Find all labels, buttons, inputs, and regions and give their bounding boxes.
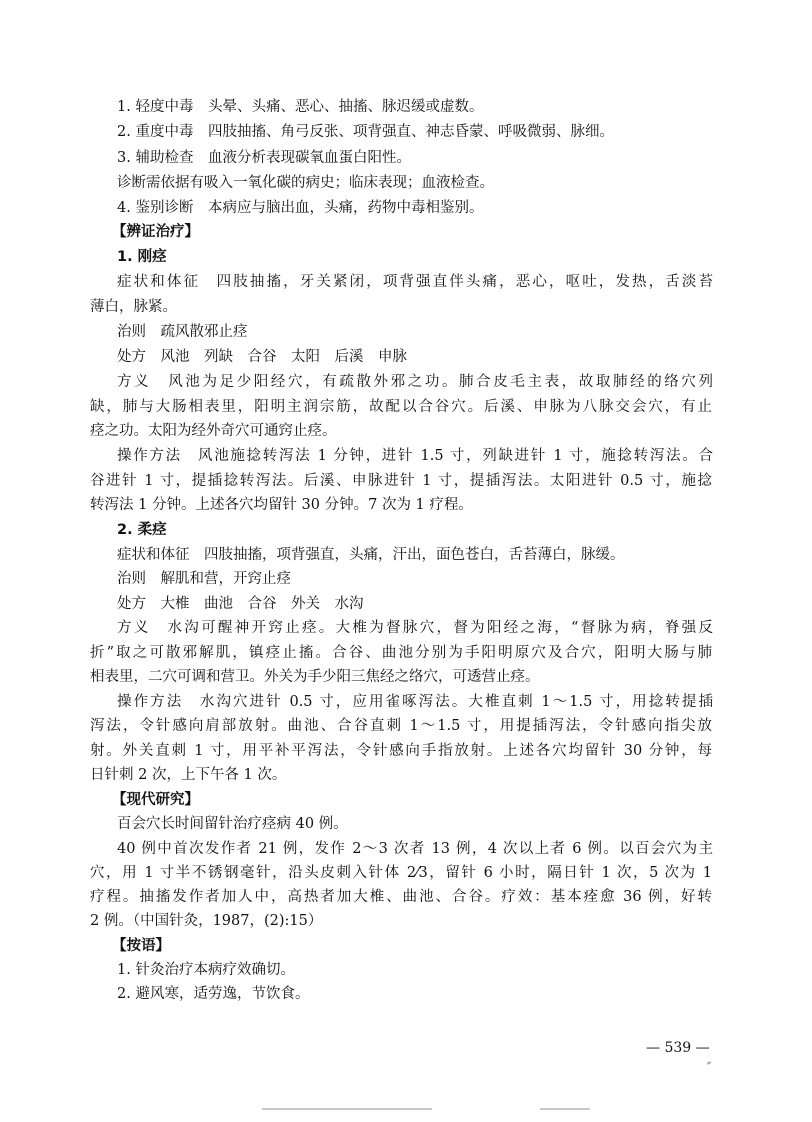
text-line: 处方 风池 列缺 合谷 太阳 后溪 申脉 (117, 349, 407, 365)
text-line: 1. 轻度中毒 头晕、头痛、恶心、抽搐、脉迟缓或虚数。 (117, 99, 484, 115)
text-line: 谷进针 1 寸，提插捻转泻法。后溪、申脉进针 1 寸，提插泻法。太阳进针 0.5 寸，施捻 (90, 473, 712, 489)
text-line: 缺，肺与大肠相表里，阳明主润宗筋，故配以合谷穴。后溪、申脉为八脉交会穴，有止 (90, 399, 712, 415)
page-number: — 539 — (646, 1040, 710, 1056)
text-line: 方义 风池为足少阳经穴，有疏散外邪之功。肺合皮毛主表，故取肺经的络穴列 (117, 374, 713, 390)
text-line: 射。外关直刺 1 寸，用平补平泻法，令针感向手指放射。上述各穴均留针 30 分钟，每 (90, 743, 712, 759)
text-line: 日针刺 2 次，上下午各 1 次。 (90, 767, 287, 783)
text-line: 处方 大椎 曲池 合谷 外关 水沟 (117, 596, 364, 612)
text-line: 2 例。（中国针灸，1987，(2):15） (90, 913, 323, 929)
scan-speck (707, 1061, 711, 1065)
text-line: 2. 避风寒，适劳逸，节饮食。 (117, 986, 310, 1002)
text-line: 治则 解肌和营，开窍止痉 (117, 571, 291, 587)
text-line: 疗程。抽搐发作者加人中，高热者加大椎、曲池、合谷。疗效：基本痊愈 36 例，好转 (90, 889, 712, 905)
text-line: 穴，用 1 寸半不锈钢毫针，沿头皮刺入针体 2⁄3，留针 6 小时，隔日针 1 次，5 次为 1 (90, 865, 712, 881)
text-line: 转泻法 1 分钟。上述各穴均留针 30 分钟。7 次为 1 疗程。 (90, 497, 473, 513)
subsection-heading: 2. 柔痉 (117, 522, 167, 538)
text-line: 方义 水沟可醒神开窍止痉。大椎为督脉穴，督为阳经之海，“督脉为病，脊强反 (117, 620, 713, 636)
text-line: 4. 鉴别诊断 本病应与脑出血，头痛，药物中毒相鉴别。 (117, 200, 484, 216)
text-line: 症状和体征 四肢抽搐，项背强直，头痛，汗出，面色苍白，舌苔薄白，脉缓。 (117, 547, 625, 563)
text-line: 治则 疏风散邪止痉 (117, 324, 248, 340)
text-line: 1. 针灸治疗本病疗效确切。 (117, 962, 295, 978)
text-line: 操作方法 水沟穴进针 0.5 寸，应用雀啄泻法。大椎直刺 1～1.5 寸，用捻转提插 (117, 694, 713, 710)
text-line: 相表里，二穴可调和营卫。外关为手少阳三焦经之络穴，可透营止痉。 (90, 669, 540, 685)
text-line: 折”取之可散邪解肌，镇痉止搐。合谷、曲池分别为手阳明原穴及合穴，阳明大肠与肺 (90, 645, 712, 661)
text-line: 操作方法 风池施捻转泻法 1 分钟，进针 1.5 寸，列缺进针 1 寸，施捻转泻法。合 (117, 448, 713, 464)
section-heading: 【现代研究】 (112, 792, 199, 808)
text-line: 3. 辅助检查 血液分析表现碳氧血蛋白阳性。 (117, 150, 411, 166)
scan-artifact (540, 1108, 590, 1110)
text-line: 2. 重度中毒 四肢抽搐、角弓反张、项背强直、神志昏蒙、呼吸微弱、脉细。 (117, 124, 614, 140)
section-heading: 【按语】 (112, 938, 170, 954)
text-line: 百会穴长时间留针治疗痉病 40 例。 (117, 816, 348, 832)
subsection-heading: 1. 刚痉 (117, 249, 167, 265)
text-line: 薄白，脉紧。 (90, 299, 177, 315)
text-line: 症状和体征 四肢抽搐，牙关紧闭，项背强直伴头痛，恶心，呕吐，发热，舌淡苔 (117, 274, 713, 290)
text-line: 40 例中首次发作者 21 例，发作 2～3 次者 13 例，4 次以上者 6 例。以百会穴为主 (117, 841, 713, 857)
text-line: 泻法，令针感向肩部放射。曲池、合谷直刺 1～1.5 寸，用提插泻法，令针感向指尖放 (90, 718, 712, 734)
text-line: 痉之功。太阳为经外奇穴可通窍止痉。 (90, 423, 337, 439)
scan-artifact (262, 1108, 432, 1110)
text-line: 诊断需依据有吸入一氧化碳的病史；临床表现；血液检查。 (117, 175, 494, 191)
section-heading: 【辨证治疗】 (112, 224, 199, 240)
